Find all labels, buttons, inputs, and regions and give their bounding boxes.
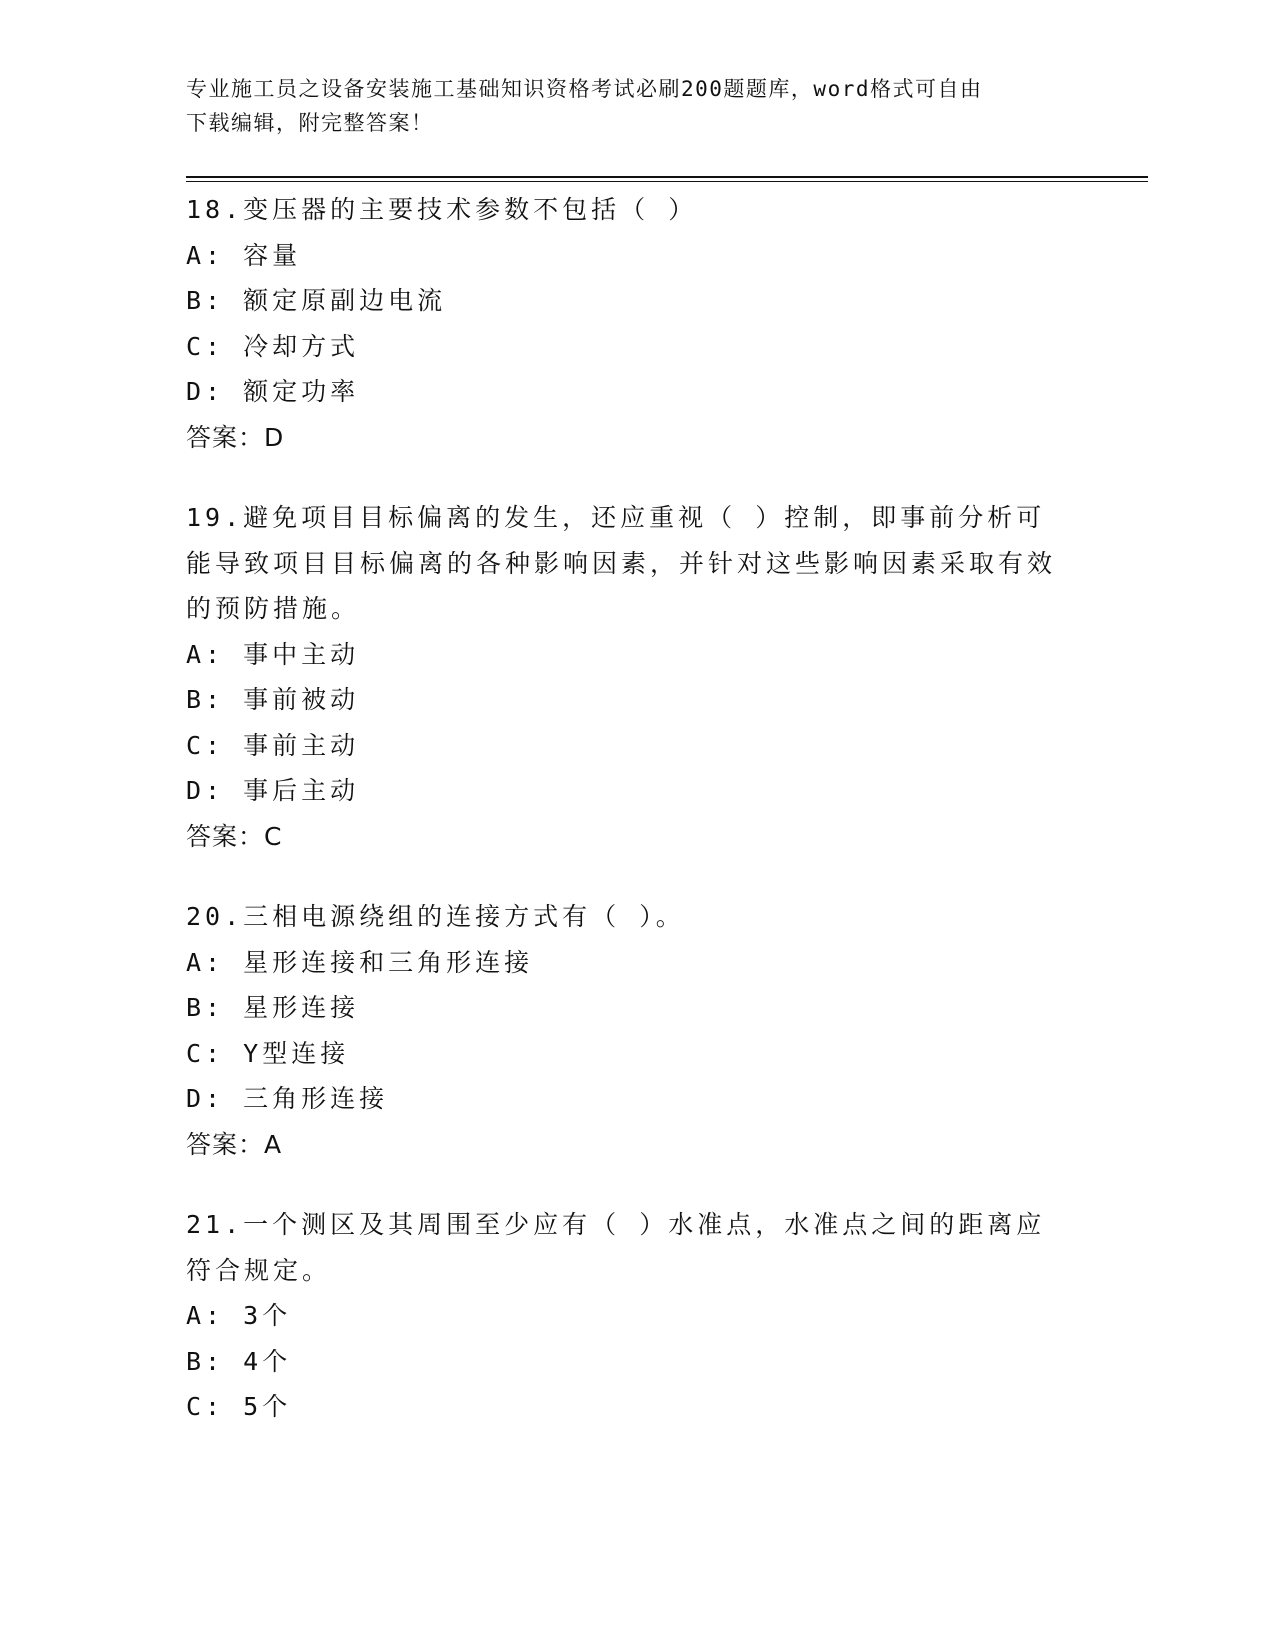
question-stem: 18.变压器的主要技术参数不包括（ ） xyxy=(186,195,698,224)
header-divider-thick xyxy=(186,176,1148,178)
header-line-1: 专业施工员之设备安装施工基础知识资格考试必刷200题题库，word格式可自由 xyxy=(186,77,983,101)
option-d: D: 三角形连接 xyxy=(186,1084,389,1113)
question-19 xyxy=(186,495,1066,859)
option-c: C: Y型连接 xyxy=(186,1038,350,1068)
option-a: A: 容量 xyxy=(186,240,302,270)
option-a: A: 3个 xyxy=(186,1301,292,1330)
header-line-2: 下载编辑，附完整答案！ xyxy=(186,111,434,135)
option-a: A: 星形连接和三角形连接 xyxy=(186,947,534,977)
question-stem: 21.一个测区及其周围至少应有（ ）水准点，水准点之间的距离应符合规定。 xyxy=(186,1210,1046,1285)
option-c: C: 冷却方式 xyxy=(186,331,360,361)
option-b: B: 星形连接 xyxy=(186,993,360,1022)
question-21 xyxy=(186,1202,1066,1430)
question-stem: 20.三相电源绕组的连接方式有（ ）。 xyxy=(186,902,685,931)
document-header xyxy=(186,72,1086,140)
option-c: C: 5个 xyxy=(186,1392,292,1421)
answer-line: 答案：C xyxy=(186,821,283,851)
question-20 xyxy=(186,894,1066,1167)
option-d: D: 额定功率 xyxy=(186,377,360,406)
option-b: B: 额定原副边电流 xyxy=(186,286,447,315)
option-b: B: 事前被动 xyxy=(186,685,360,714)
option-c: C: 事前主动 xyxy=(186,730,360,760)
option-d: D: 事后主动 xyxy=(186,776,360,805)
question-stem: 19.避免项目目标偏离的发生，还应重视（ ）控制，即事前分析可能导致项目目标偏离的各种影响因素，并针对这些影响因素采取有效的预防措施。 xyxy=(186,503,1057,623)
answer-line: 答案：D xyxy=(186,422,285,452)
question-18 xyxy=(186,187,1066,460)
option-a: A: 事中主动 xyxy=(186,639,360,669)
header-divider-thin xyxy=(186,181,1148,182)
option-b: B: 4个 xyxy=(186,1346,292,1376)
question-list xyxy=(186,187,1066,1465)
answer-line: 答案：A xyxy=(186,1129,283,1159)
